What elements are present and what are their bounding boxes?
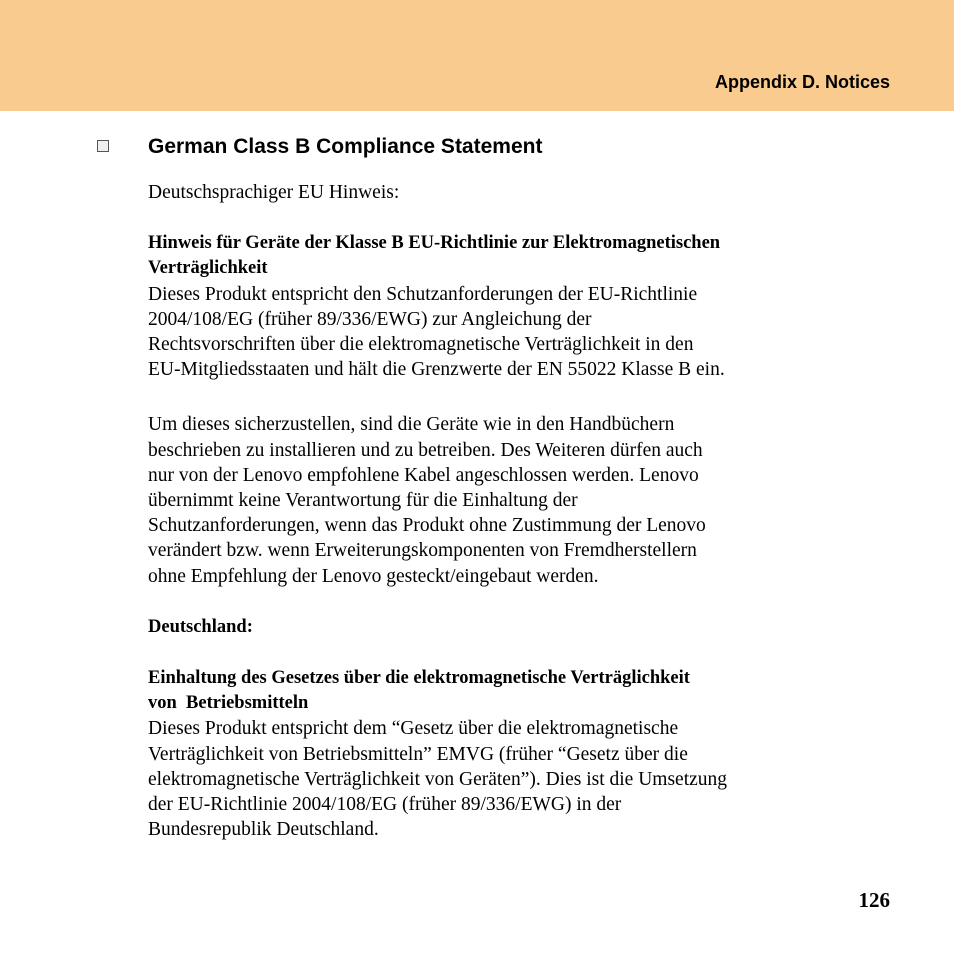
subheading-line: Deutschland:: [148, 616, 253, 637]
heading-class-b: [148, 231, 893, 281]
text-line: Dieses Produkt entspricht den Schutzanforderungen der EU-Richtlinie: [148, 283, 698, 305]
text-line: beschrieben zu installieren und zu betreiben. Des Weiteren dürfen auch: [148, 439, 703, 461]
text-line: Schutzanforderungen, wenn das Produkt ohne Zustimmung der Lenovo: [148, 515, 706, 537]
page-number: 126: [858, 888, 890, 912]
heading-line: Einhaltung des Gesetzes über die elektromagnetische Verträglichkeit: [148, 668, 690, 689]
text-line: 2004/108/EG (früher 89/336/EWG) zur Angleichung der: [148, 308, 592, 330]
text-line: der EU-Richtlinie 2004/108/EG (früher 89/336/EWG) in der: [148, 794, 622, 816]
paragraph-emvg: [148, 716, 893, 842]
header-band: [0, 0, 954, 111]
paragraph-directive: [148, 282, 893, 383]
text-line: ohne Empfehlung der Lenovo gesteckt/eingebaut werden.: [148, 565, 599, 587]
section-heading: German Class B Compliance Statement: [148, 135, 543, 158]
subheading-deutschland: [148, 615, 893, 640]
text-line: Rechtsvorschriften über die elektromagnetische Verträglichkeit in den: [148, 334, 694, 356]
intro-text: [148, 180, 893, 205]
intro-line: Deutschsprachiger EU Hinweis:: [148, 182, 400, 203]
text-line: Verträglichkeit von Betriebsmitteln” EMVG (früher “Gesetz über die: [148, 743, 688, 765]
square-bullet-icon: [97, 140, 109, 152]
heading-line: Hinweis für Geräte der Klasse B EU-Richtlinie zur Elektromagnetischen: [148, 233, 721, 254]
text-line: Um dieses sicherzustellen, sind die Geräte wie in den Handbüchern: [148, 414, 675, 436]
paragraph-installation: [148, 412, 893, 588]
text-line: elektromagnetische Verträglichkeit von Geräten”). Dies ist die Umsetzung: [148, 768, 728, 790]
heading-emvg: [148, 666, 893, 716]
text-line: übernimmt keine Verantwortung für die Einhaltung der: [148, 490, 578, 512]
appendix-title: Appendix D. Notices: [714, 72, 890, 92]
text-line: nur von der Lenovo empfohlene Kabel angeschlossen werden. Lenovo: [148, 464, 699, 486]
text-line: Dieses Produkt entspricht dem “Gesetz über die elektromagnetische: [148, 718, 679, 740]
document-body: [148, 180, 893, 842]
text-line: EU-Mitgliedsstaaten und hält die Grenzwerte der EN 55022 Klasse B ein.: [148, 359, 725, 381]
text-line: Bundesrepublik Deutschland.: [148, 819, 379, 841]
heading-line: Verträglichkeit: [148, 258, 268, 279]
heading-line: von Betriebsmitteln: [148, 693, 309, 714]
text-line: verändert bzw. wenn Erweiterungskomponenten von Fremdherstellern: [148, 540, 697, 562]
